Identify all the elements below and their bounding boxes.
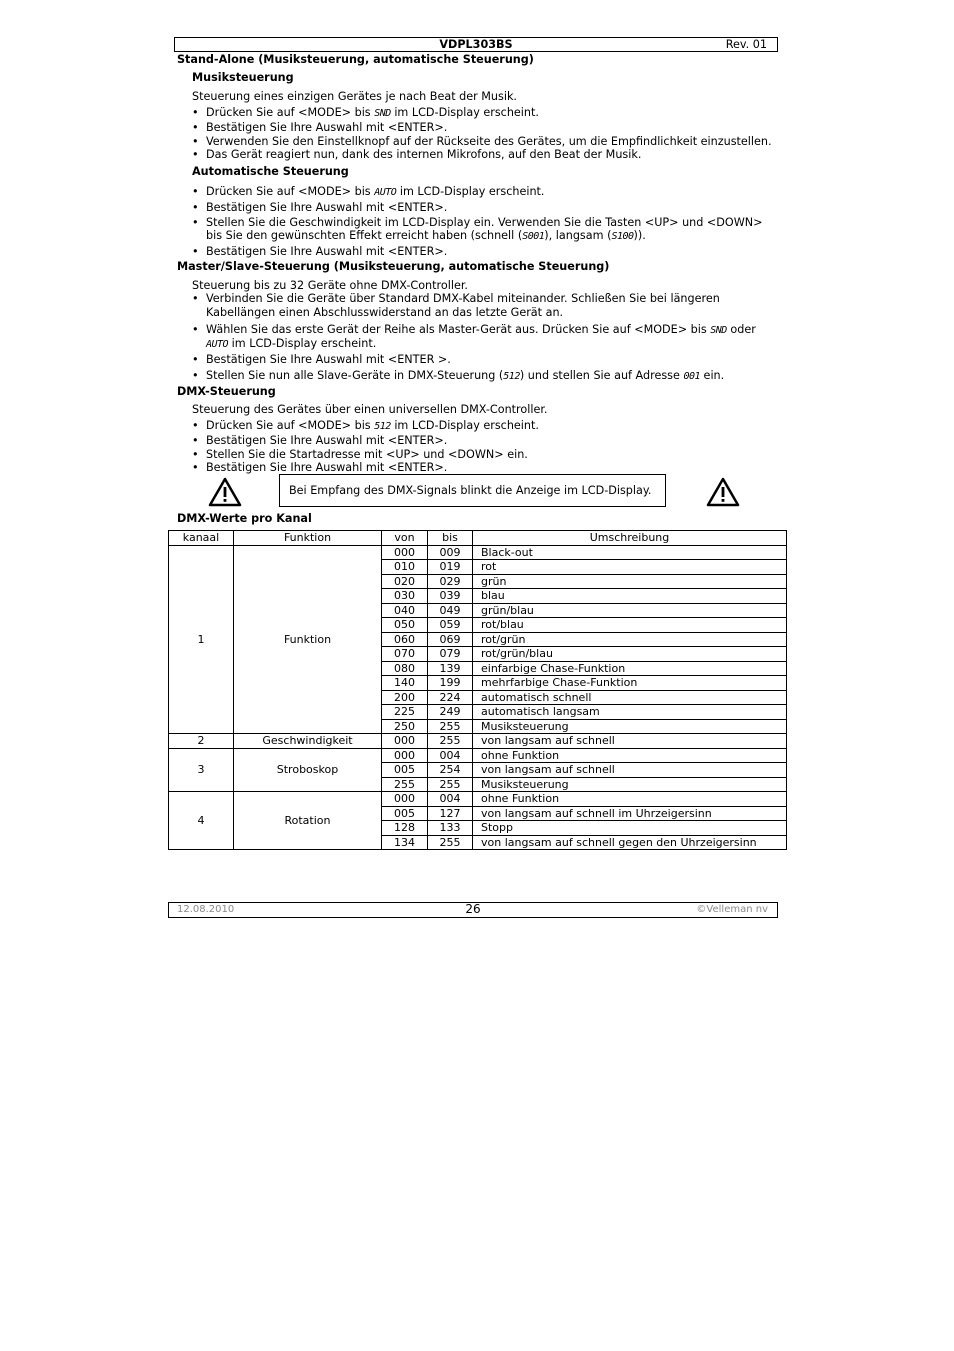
to-cell: 255 [428, 777, 473, 792]
channel-cell: 3 [169, 748, 234, 792]
from-cell: 005 [382, 763, 428, 778]
function-cell: Geschwindigkeit [234, 734, 382, 749]
list-item: • Bestätigen Sie Ihre Auswahl mit <ENTER>. [192, 121, 772, 135]
description-cell: von langsam auf schnell [473, 763, 787, 778]
header-cell: bis [428, 531, 473, 546]
to-cell: 059 [428, 618, 473, 633]
list-item: • Verbinden Sie die Geräte über Standard DMX-Kabel miteinander. Schließen Sie bei längeren Kabellängen einen Abschlusswiderstand an das letzte Gerät an. [192, 292, 756, 320]
table-row [169, 792, 787, 807]
master-slave-intro: Steuerung bis zu 32 Geräte ohne DMX-Controller. [192, 279, 468, 292]
from-cell: 255 [382, 777, 428, 792]
to-cell: 009 [428, 545, 473, 560]
from-cell: 050 [382, 618, 428, 633]
from-cell: 225 [382, 705, 428, 720]
to-cell: 029 [428, 574, 473, 589]
function-cell: Stroboskop [234, 748, 382, 792]
subsection-title-auto: Automatische Steuerung [192, 165, 349, 178]
description-cell: Musiksteuerung [473, 719, 787, 734]
header-cell: Umschreibung [473, 531, 787, 546]
description-cell: von langsam auf schnell gegen den Uhrzeigersinn [473, 835, 787, 850]
from-cell: 070 [382, 647, 428, 662]
description-cell: rot/blau [473, 618, 787, 633]
from-cell: 128 [382, 821, 428, 836]
list-item: • Bestätigen Sie Ihre Auswahl mit <ENTER>. [192, 201, 763, 215]
description-cell: automatisch langsam [473, 705, 787, 720]
list-item: • Bestätigen Sie Ihre Auswahl mit <ENTER>. [192, 461, 539, 475]
to-cell: 039 [428, 589, 473, 604]
auto-list [192, 185, 763, 259]
section-title-dmx: DMX-Steuerung [177, 385, 276, 398]
description-cell: grün/blau [473, 603, 787, 618]
model-name: VDPL303BS [439, 38, 513, 51]
from-cell: 010 [382, 560, 428, 575]
header-cell: Funktion [234, 531, 382, 546]
from-cell: 080 [382, 661, 428, 676]
description-cell: automatisch schnell [473, 690, 787, 705]
from-cell: 134 [382, 835, 428, 850]
from-cell: 060 [382, 632, 428, 647]
warning-triangle-icon [208, 477, 242, 507]
page-header [174, 37, 778, 52]
list-item: • Stellen Sie die Geschwindigkeit im LCD-Display ein. Verwenden Sie die Tasten <UP> und <DOWN> bis Sie den gewünschten Effekt erreicht haben (schnell (S001), langsam (S100)). [192, 216, 763, 245]
dmx-list [192, 419, 539, 475]
description-cell: einfarbige Chase-Funktion [473, 661, 787, 676]
from-cell: 250 [382, 719, 428, 734]
to-cell: 199 [428, 676, 473, 691]
table-row [169, 545, 787, 560]
table-title: DMX-Werte pro Kanal [177, 512, 312, 525]
to-cell: 019 [428, 560, 473, 575]
table-row [169, 748, 787, 763]
list-item: • Das Gerät reagiert nun, dank des internen Mikrofons, auf den Beat der Musik. [192, 148, 772, 162]
function-cell: Rotation [234, 792, 382, 850]
from-cell: 000 [382, 545, 428, 560]
description-cell: von langsam auf schnell im Uhrzeigersinn [473, 806, 787, 821]
warning-note [279, 474, 666, 507]
to-cell: 255 [428, 835, 473, 850]
list-item: • Drücken Sie auf <MODE> bis 512 im LCD-Display erscheint. [192, 419, 539, 434]
to-cell: 254 [428, 763, 473, 778]
music-list [192, 106, 772, 162]
channel-cell: 4 [169, 792, 234, 850]
description-cell: mehrfarbige Chase-Funktion [473, 676, 787, 691]
list-item: • Drücken Sie auf <MODE> bis SND im LCD-Display erscheint. [192, 106, 772, 121]
description-cell: ohne Funktion [473, 792, 787, 807]
description-cell: Musiksteuerung [473, 777, 787, 792]
to-cell: 004 [428, 792, 473, 807]
description-cell: rot/grün/blau [473, 647, 787, 662]
revision: Rev. 01 [725, 38, 767, 51]
table-header-row [169, 531, 787, 546]
warning-note-text: Bei Empfang des DMX-Signals blinkt die Anzeige im LCD-Display. [289, 484, 652, 497]
header-cell: kanaal [169, 531, 234, 546]
from-cell: 140 [382, 676, 428, 691]
description-cell: Black-out [473, 545, 787, 560]
to-cell: 069 [428, 632, 473, 647]
subsection-title-music: Musiksteuerung [192, 71, 294, 84]
from-cell: 020 [382, 574, 428, 589]
to-cell: 133 [428, 821, 473, 836]
list-item: • Wählen Sie das erste Gerät der Reihe als Master-Gerät aus. Drücken Sie auf <MODE> bis SND oder AUTO im LCD-Display erscheint. [192, 323, 756, 353]
page-footer [168, 902, 778, 918]
description-cell: ohne Funktion [473, 748, 787, 763]
description-cell: rot [473, 560, 787, 575]
header-cell: von [382, 531, 428, 546]
to-cell: 224 [428, 690, 473, 705]
function-cell: Funktion [234, 545, 382, 734]
footer-copyright: ©Velleman nv [696, 904, 768, 915]
music-intro: Steuerung eines einzigen Gerätes je nach Beat der Musik. [192, 90, 517, 103]
from-cell: 040 [382, 603, 428, 618]
description-cell: grün [473, 574, 787, 589]
to-cell: 139 [428, 661, 473, 676]
section-title-master-slave: Master/Slave-Steuerung (Musiksteuerung, automatische Steuerung) [177, 260, 610, 273]
description-cell: von langsam auf schnell [473, 734, 787, 749]
to-cell: 127 [428, 806, 473, 821]
from-cell: 000 [382, 734, 428, 749]
from-cell: 000 [382, 792, 428, 807]
list-item: • Drücken Sie auf <MODE> bis AUTO im LCD-Display erscheint. [192, 185, 763, 200]
dmx-values-table [168, 530, 787, 850]
description-cell: blau [473, 589, 787, 604]
master-slave-list [192, 292, 756, 384]
table-row [169, 734, 787, 749]
warning-triangle-icon [706, 477, 740, 507]
to-cell: 004 [428, 748, 473, 763]
to-cell: 079 [428, 647, 473, 662]
from-cell: 200 [382, 690, 428, 705]
footer-date: 12.08.2010 [177, 904, 235, 915]
dmx-intro: Steuerung des Gerätes über einen universellen DMX-Controller. [192, 403, 548, 416]
list-item: • Stellen Sie nun alle Slave-Geräte in DMX-Steuerung (512) und stellen Sie auf Adresse 001 ein. [192, 369, 756, 384]
list-item: • Verwenden Sie den Einstellknopf auf der Rückseite des Gerätes, um die Empfindlichkeit einzustellen. [192, 135, 772, 149]
description-cell: Stopp [473, 821, 787, 836]
page-number: 26 [465, 902, 481, 916]
list-item: • Stellen Sie die Startadresse mit <UP> und <DOWN> ein. [192, 448, 539, 462]
from-cell: 000 [382, 748, 428, 763]
channel-cell: 1 [169, 545, 234, 734]
section-title-standalone: Stand-Alone (Musiksteuerung, automatische Steuerung) [177, 53, 534, 66]
to-cell: 255 [428, 734, 473, 749]
list-item: • Bestätigen Sie Ihre Auswahl mit <ENTER>. [192, 434, 539, 448]
from-cell: 030 [382, 589, 428, 604]
from-cell: 005 [382, 806, 428, 821]
description-cell: rot/grün [473, 632, 787, 647]
list-item: • Bestätigen Sie Ihre Auswahl mit <ENTER>. [192, 245, 763, 259]
channel-cell: 2 [169, 734, 234, 749]
list-item: • Bestätigen Sie Ihre Auswahl mit <ENTER >. [192, 353, 756, 367]
to-cell: 049 [428, 603, 473, 618]
to-cell: 255 [428, 719, 473, 734]
to-cell: 249 [428, 705, 473, 720]
